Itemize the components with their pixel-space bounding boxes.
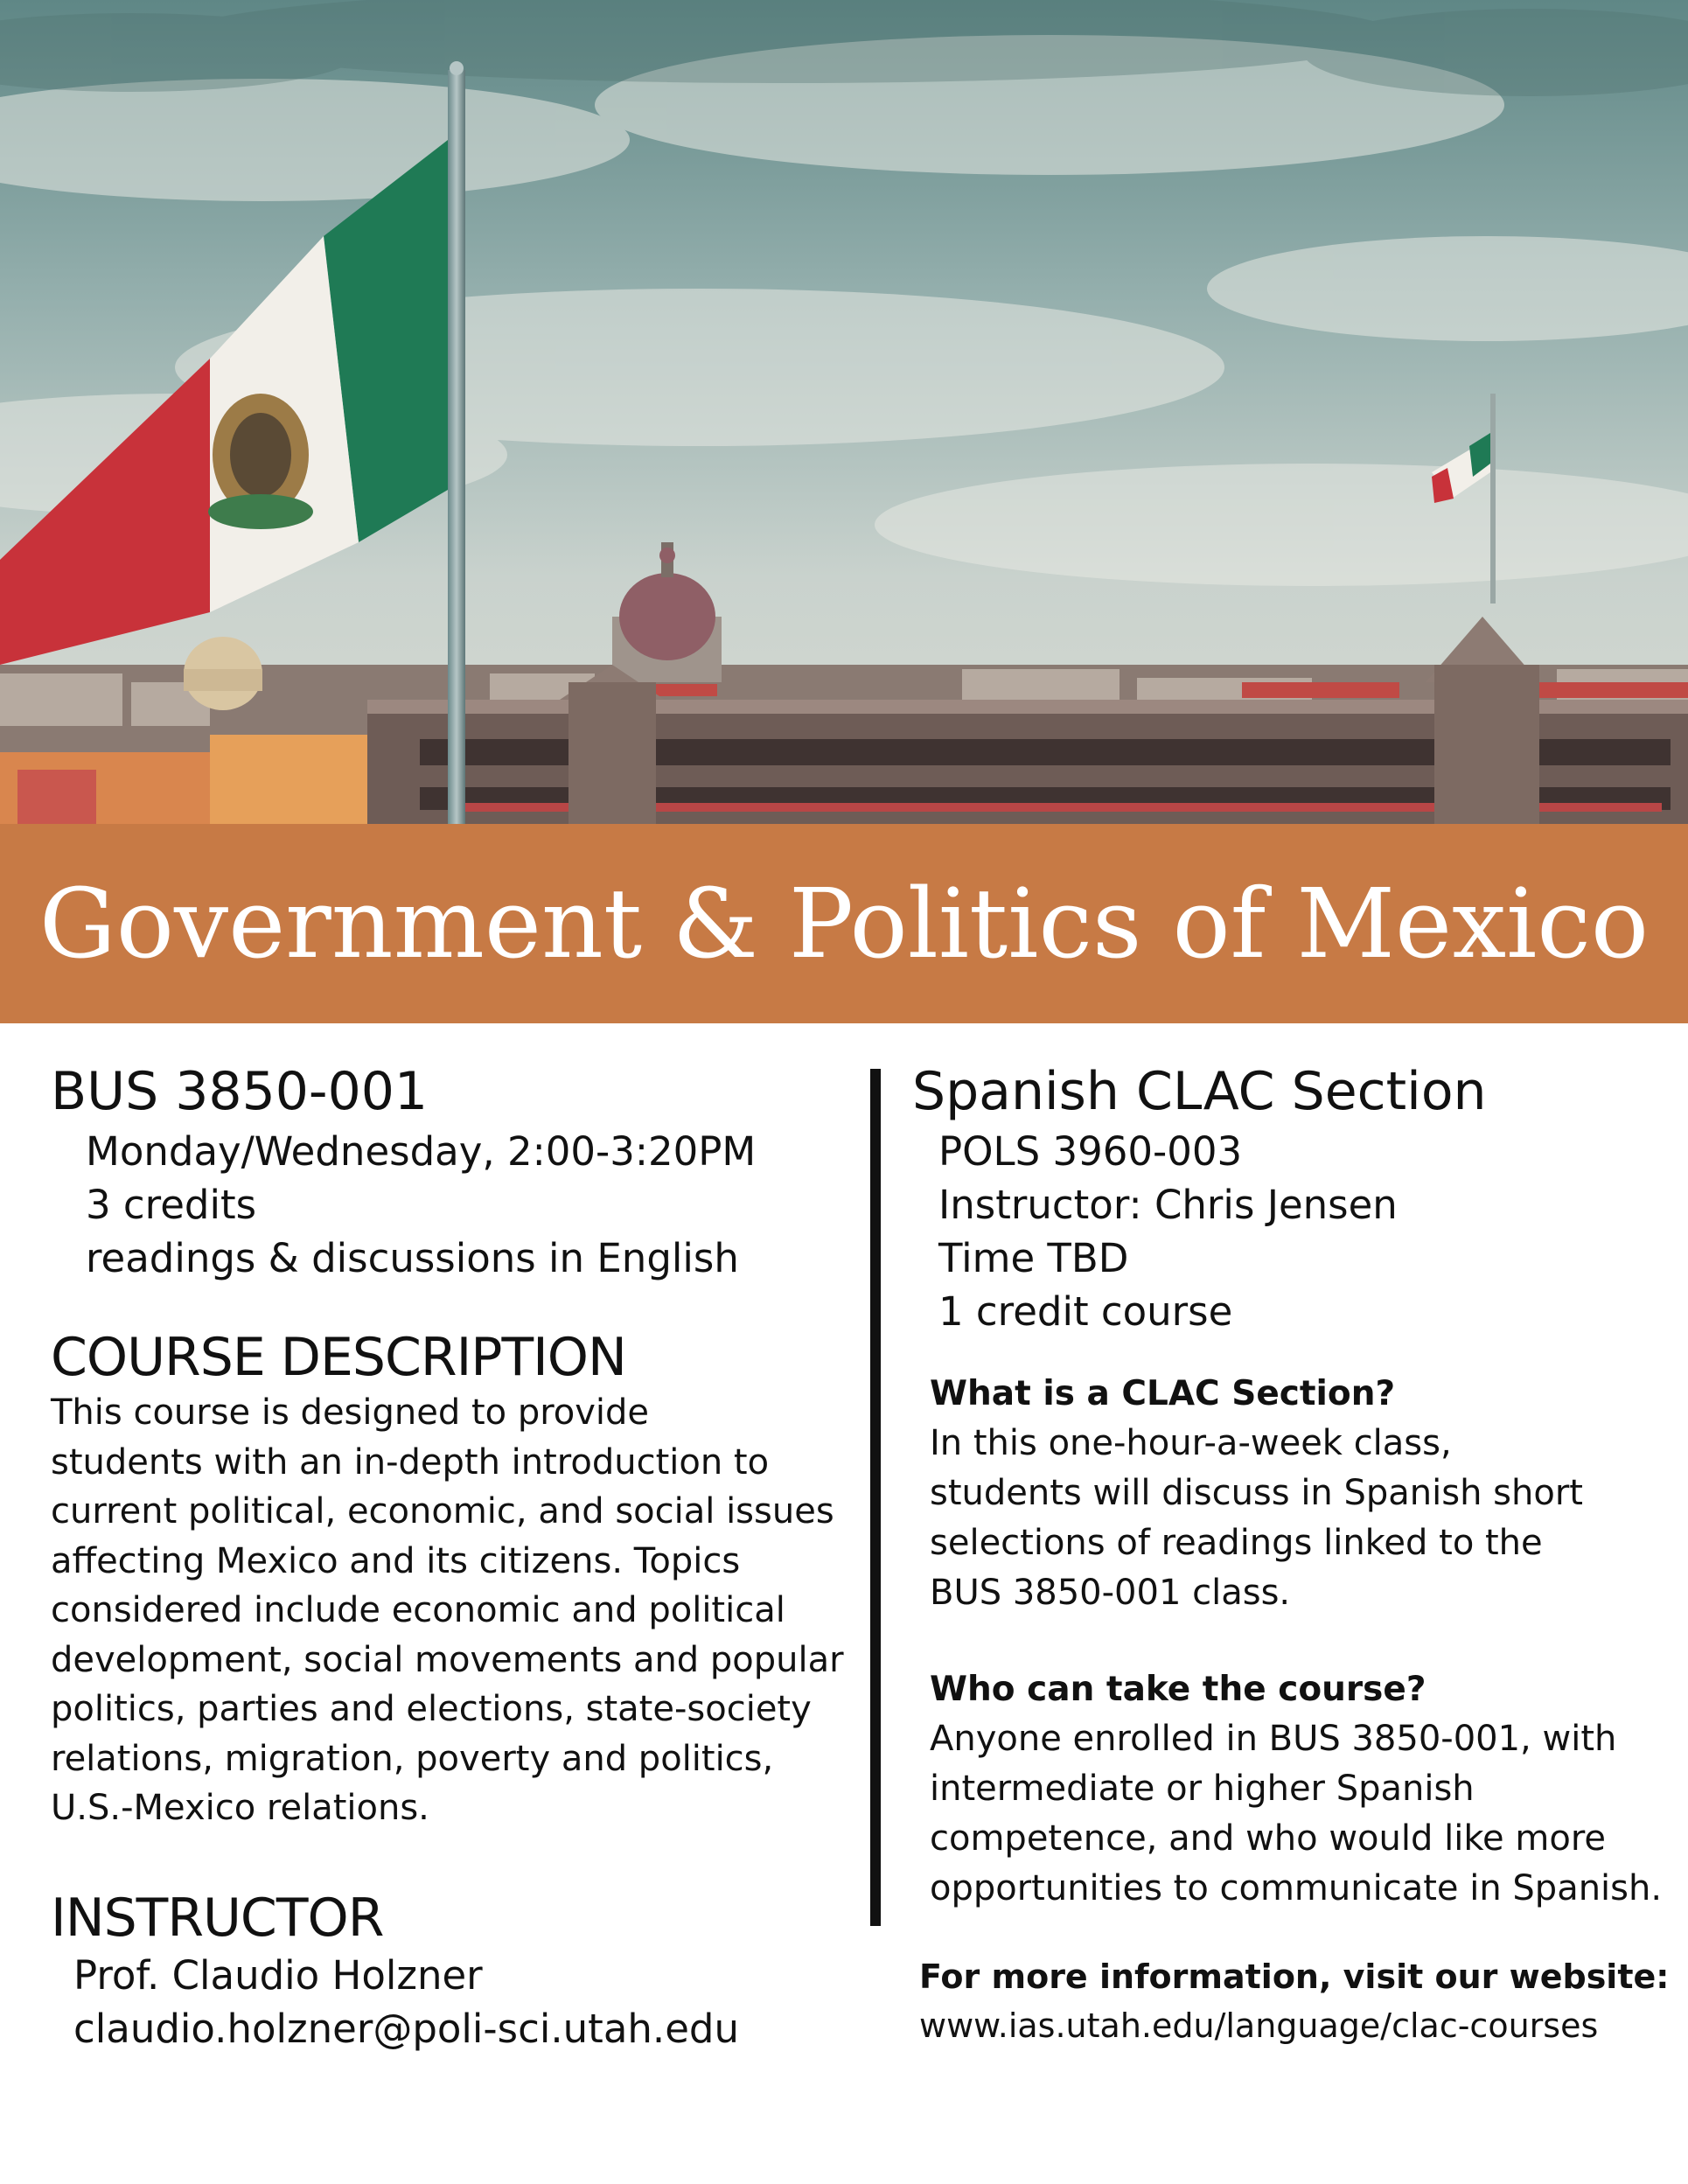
column-divider	[870, 1069, 881, 1926]
who-text: Anyone enrolled in BUS 3850-001, with intermediate or higher Spanish competence, and who would like more opportunities to communicate in Spanish.	[930, 1719, 1663, 1908]
clac-details	[912, 1125, 1664, 1338]
course-details	[51, 1125, 855, 1285]
course-code: BUS 3850-001	[51, 1061, 429, 1122]
instructor-heading: INSTRUCTOR	[51, 1887, 384, 1949]
mexico-city-skyline-image	[0, 0, 1688, 824]
hero-photo	[0, 0, 1688, 824]
description-text: This course is designed to provide students with an in-depth introduction to current political, economic, and social issues affecting Mexico and its citizens. Topics considered include economic and political development, social movements and popular politics, parties and elections, state-society relations, migration, poverty and politics, U.S.-Mexico relations.	[51, 1392, 844, 1828]
website-link[interactable]: www.ias.utah.edu/language/clac-courses	[919, 2006, 1599, 2045]
instructor-email[interactable]: claudio.holzner@poli-sci.utah.edu	[73, 2005, 740, 2052]
clac-course-code: POLS 3960-003	[938, 1128, 1243, 1175]
description-heading: COURSE DESCRIPTION	[51, 1327, 626, 1388]
clac-time: Time TBD	[938, 1235, 1129, 1281]
instructor-info	[51, 1949, 855, 2055]
what-heading: What is a CLAC Section?	[930, 1374, 1396, 1413]
clac-faq	[912, 1338, 1664, 1914]
course-column	[51, 1058, 855, 2055]
title-banner	[0, 824, 1688, 1023]
who-heading: Who can take the course?	[930, 1670, 1426, 1709]
more-info-heading: For more information, visit our website:	[919, 1957, 1670, 1996]
more-info	[912, 1952, 1670, 2050]
clac-heading: Spanish CLAC Section	[912, 1061, 1487, 1122]
course-credits: 3 credits	[86, 1182, 257, 1228]
clac-credits: 1 credit course	[938, 1288, 1233, 1335]
instructor-name: Prof. Claudio Holzner	[73, 1951, 483, 1999]
clac-column	[912, 1058, 1670, 2050]
clac-instructor: Instructor: Chris Jensen	[938, 1182, 1398, 1228]
course-schedule: Monday/Wednesday, 2:00-3:20PM	[86, 1128, 757, 1175]
what-text: In this one-hour-a-week class, students will discuss in Spanish short selections of readings linked to the BUS 3850-001 class.	[930, 1423, 1583, 1613]
course-language: readings & discussions in English	[86, 1235, 739, 1281]
page-title: Government & Politics of Mexico	[38, 868, 1650, 980]
